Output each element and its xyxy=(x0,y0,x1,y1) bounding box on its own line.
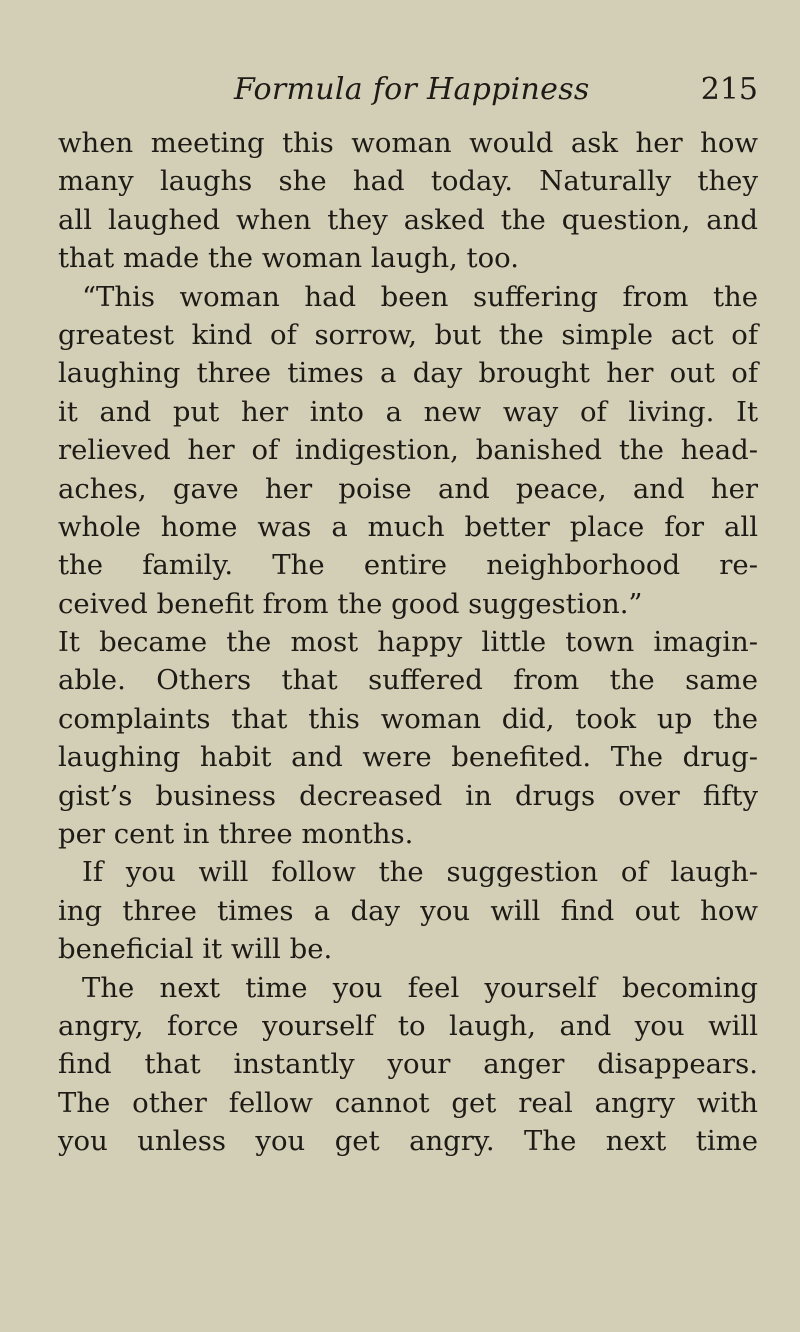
text-line: per cent in three months. xyxy=(58,818,414,851)
text-line: relieved her of indigestion, banished the head- xyxy=(58,434,758,467)
text-line: “This woman had been suffering from the xyxy=(82,280,758,313)
text-line: you unless you get angry. The next time xyxy=(58,1125,758,1158)
text-line: beneficial it will be. xyxy=(58,933,333,966)
text-line: ceived benefit from the good suggestion.” xyxy=(58,587,643,620)
page-number: 215 xyxy=(700,72,758,107)
text-line: laughing three times a day brought her out of xyxy=(58,357,758,390)
text-line: that made the woman laugh, too. xyxy=(58,242,519,275)
text-line: greatest kind of sorrow, but the simple act of xyxy=(58,318,758,351)
text-line: whole home was a much better place for all xyxy=(58,510,758,543)
text-line: the family. The entire neighborhood re- xyxy=(58,549,758,582)
text-line: gist’s business decreased in drugs over fifty xyxy=(58,779,758,812)
text-line: many laughs she had today. Naturally they xyxy=(58,165,758,198)
text-line: It became the most happy little town imagin- xyxy=(58,626,758,659)
text-line: ing three times a day you will find out how xyxy=(58,894,758,927)
text-line: able. Others that suffered from the same xyxy=(58,664,758,697)
text-line: The next time you feel yourself becoming xyxy=(82,971,758,1004)
text-line: If you will follow the suggestion of laugh- xyxy=(82,856,758,889)
running-head xyxy=(58,72,758,122)
text-line: complaints that this woman did, took up the xyxy=(58,702,758,735)
body-text xyxy=(58,124,758,1161)
text-line: it and put her into a new way of living. It xyxy=(58,395,758,428)
text-line: The other fellow cannot get real angry with xyxy=(58,1086,758,1119)
text-line: laughing habit and were benefited. The drug- xyxy=(58,741,758,774)
text-line: angry, force yourself to laugh, and you will xyxy=(58,1009,758,1042)
text-line: all laughed when they asked the question, and xyxy=(58,203,758,236)
running-head-title: Formula for Happiness xyxy=(234,72,590,107)
text-line: find that instantly your anger disappears. xyxy=(58,1048,758,1081)
text-line: aches, gave her poise and peace, and her xyxy=(58,472,758,505)
text-line: when meeting this woman would ask her how xyxy=(58,127,758,159)
